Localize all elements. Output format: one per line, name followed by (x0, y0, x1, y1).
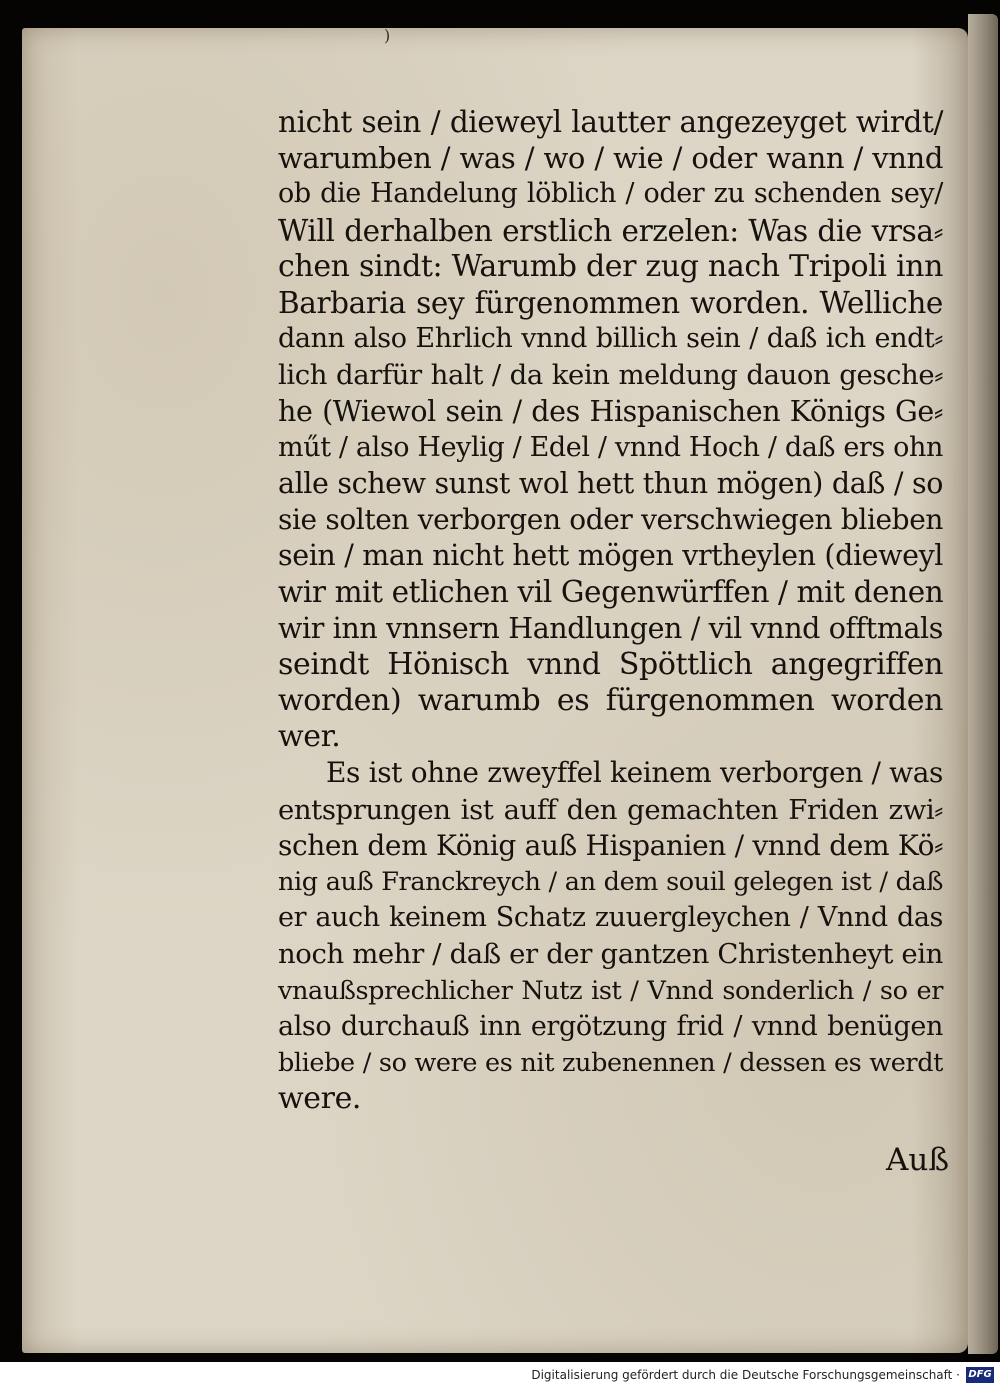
text-line: Will derhalben erstlich erzelen: Was die vrsa⸗ (278, 213, 943, 248)
text-line: wir inn vnnsern Handlungen / vil vnnd offtmals (278, 611, 943, 645)
text-line: műt / also Heylig / Edel / vnnd Hoch / daß ers ohn (278, 431, 943, 463)
text-line: were. (278, 1081, 362, 1117)
page-text (278, 104, 943, 1117)
text-line: noch mehr / daß er der gantzen Christenheyt ein (278, 938, 943, 971)
catchword: Auß (886, 1142, 950, 1178)
text-line: sein / man nicht hett mögen vrtheylen (dieweyl (278, 539, 943, 573)
text-line: er auch keinem Schatz zuuergleychen / Vnnd das (278, 902, 943, 934)
text-line: he (Wiewol sein / des Hispanischen Königs Ge⸗ (278, 394, 943, 428)
text-line: wir mit etlichen vil Gegenwürffen / mit denen (278, 575, 944, 610)
text-line: entsprungen ist auff den gemachten Friden zwi⸗ (278, 793, 943, 826)
text-line: alle schew sunst wol hett thun mögen) daß / so (278, 466, 943, 500)
text-line: nig auß Franckreych / an dem souil gelegen ist / daß (278, 866, 943, 897)
text-line: lich darfür halt / da kein meldung dauon gesche⸗ (278, 359, 943, 392)
text-line: schen dem König auß Hispanien / vnnd dem Kö⸗ (278, 828, 943, 862)
dfg-logo: DFG (966, 1367, 994, 1383)
text-line: Es ist ohne zweyffel keinem verborgen / was (326, 756, 943, 790)
text-line: Barbaria sey fürgenommen worden. Welliche (278, 285, 943, 320)
text-line: nicht sein / dieweyl lautter angezeyget wirdt/ (278, 105, 943, 139)
text-line: worden) warumb es fürgenommen worden (278, 683, 943, 718)
text-line: bliebe / so were es nit zubenennen / dessen es werdt (278, 1047, 943, 1078)
page-edge (968, 14, 998, 1354)
text-line: also durchauß inn ergötzung frid / vnnd benügen (278, 1010, 943, 1042)
text-line: ob die Handelung löblich / oder zu schenden sey/ (278, 178, 943, 210)
text-line: dann also Ehrlich vnnd billich sein / daß ich endt⸗ (278, 323, 943, 355)
text-line: seindt Hönisch vnnd Spöttlich angegriffen (278, 646, 943, 682)
text-line: sie solten verborgen oder verschwiegen blieben (278, 503, 943, 537)
text-line: chen sindt: Warumb der zug nach Tripoli inn (278, 248, 943, 284)
text-line: warumben / was / wo / wie / oder wann / vnnd (278, 141, 943, 176)
top-mark: ) (384, 26, 391, 45)
footer-bar (0, 1362, 1000, 1390)
funding-credit: Digitalisierung gefördert durch die Deutsche Forschungsgemeinschaft · (531, 1368, 960, 1382)
text-line: vnaußsprechlicher Nutz ist / Vnnd sonderlich / so er (278, 975, 943, 1006)
text-line: wer. (278, 719, 341, 755)
